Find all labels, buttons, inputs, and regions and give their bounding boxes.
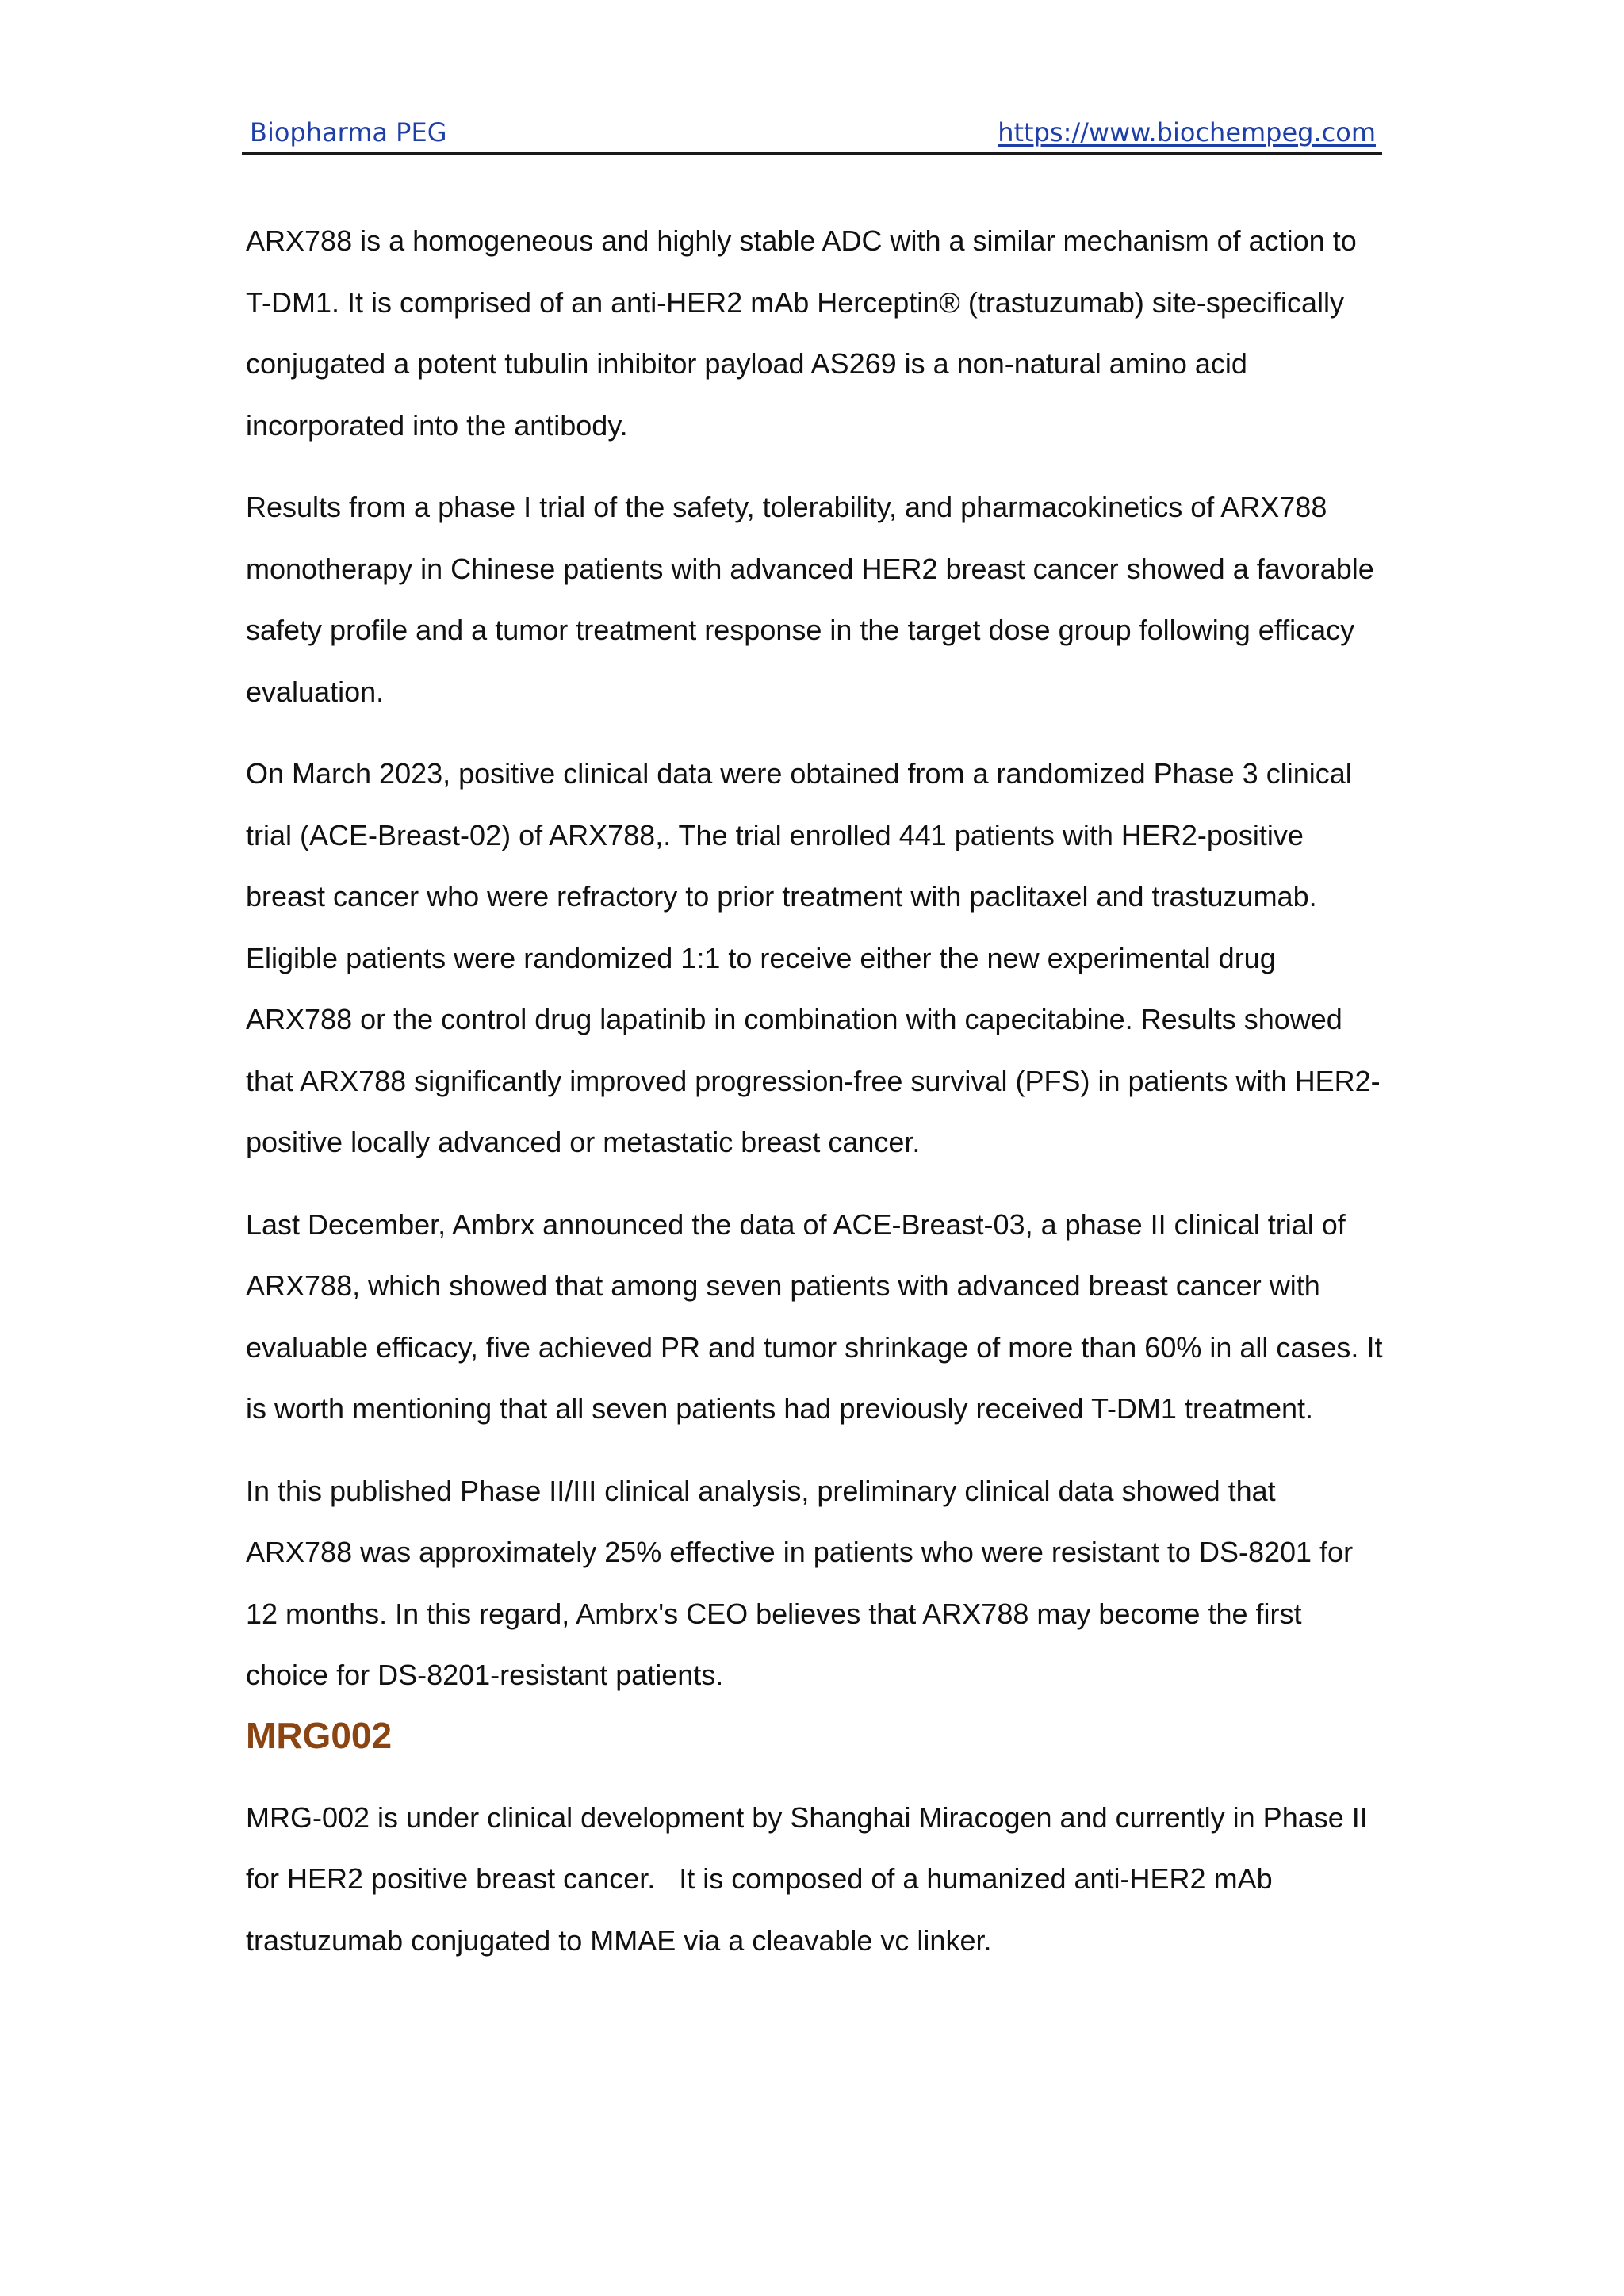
paragraph-phase3-data: On March 2023, positive clinical data were obtained from a randomized Phase 3 clinical trial (ACE-Breast-02) of ARX788,. The trial enrolled 441 patients with HER2-positive breast cancer who were refractory to prior treatment with paclitaxel and trastuzumab. Eligible patients were randomized 1:1 to receive either the new experimental drug ARX788 or the control drug lapatinib in combination with capecitabine. Results showed that ARX788 significantly improved progression-free survival (PFS) in patients with HER2-positive locally advanced or metastatic breast cancer. bbox=[246, 757, 1381, 1158]
header-website-link[interactable]: https://www.biochempeg.com bbox=[998, 117, 1376, 147]
paragraph-arx788-intro: ARX788 is a homogeneous and highly stable ADC with a similar mechanism of action to T-DM1. It is comprised of an anti-HER2 mAb Herceptin® (trastuzumab) site-specifically conjugated a potent tubulin inhibitor payload AS269 is a non-natural amino acid incorporated into the antibody. bbox=[246, 224, 1365, 442]
paragraph-ace-breast-03: Last December, Ambrx announced the data of ACE-Breast-03, a phase II clinical trial of ARX788, which showed that among seven patients with advanced breast cancer with evaluable efficacy, five achieved PR and tumor shrinkage of more than 60% in all cases. It is worth mentioning that all seven patients had previously received T-DM1 treatment. bbox=[246, 1207, 1391, 1425]
document-body bbox=[246, 210, 1391, 1992]
paragraph-phase1-results: Results from a phase I trial of the safety, tolerability, and pharmacokinetics of ARX788 monotherapy in Chinese patients with advanced HER2 breast cancer showed a favorable safety profile and a tumor treatment response in the target dose group following efficacy evaluation. bbox=[246, 491, 1382, 708]
section-heading-mrg002: MRG002 bbox=[246, 1714, 393, 1756]
paragraph-mrg002: MRG-002 is under clinical development by Shanghai Miracogen and currently in Phase II for HER2 positive breast cancer. It is composed of a humanized anti-HER2 mAb trastuzumab conjugated to MMAE via a cleavable vc linker. bbox=[246, 1800, 1376, 1957]
page-header bbox=[242, 111, 1382, 155]
paragraph-phase2-3-analysis: In this published Phase II/III clinical analysis, preliminary clinical data showed that ARX788 was approximately 25% effective in patients who were resistant to DS-8201 for 12 months. In this regard, Ambrx's CEO believes that ARX788 may become the first choice for DS-8201-resistant patients. bbox=[246, 1474, 1362, 1691]
header-company-name: Biopharma PEG bbox=[250, 117, 447, 147]
